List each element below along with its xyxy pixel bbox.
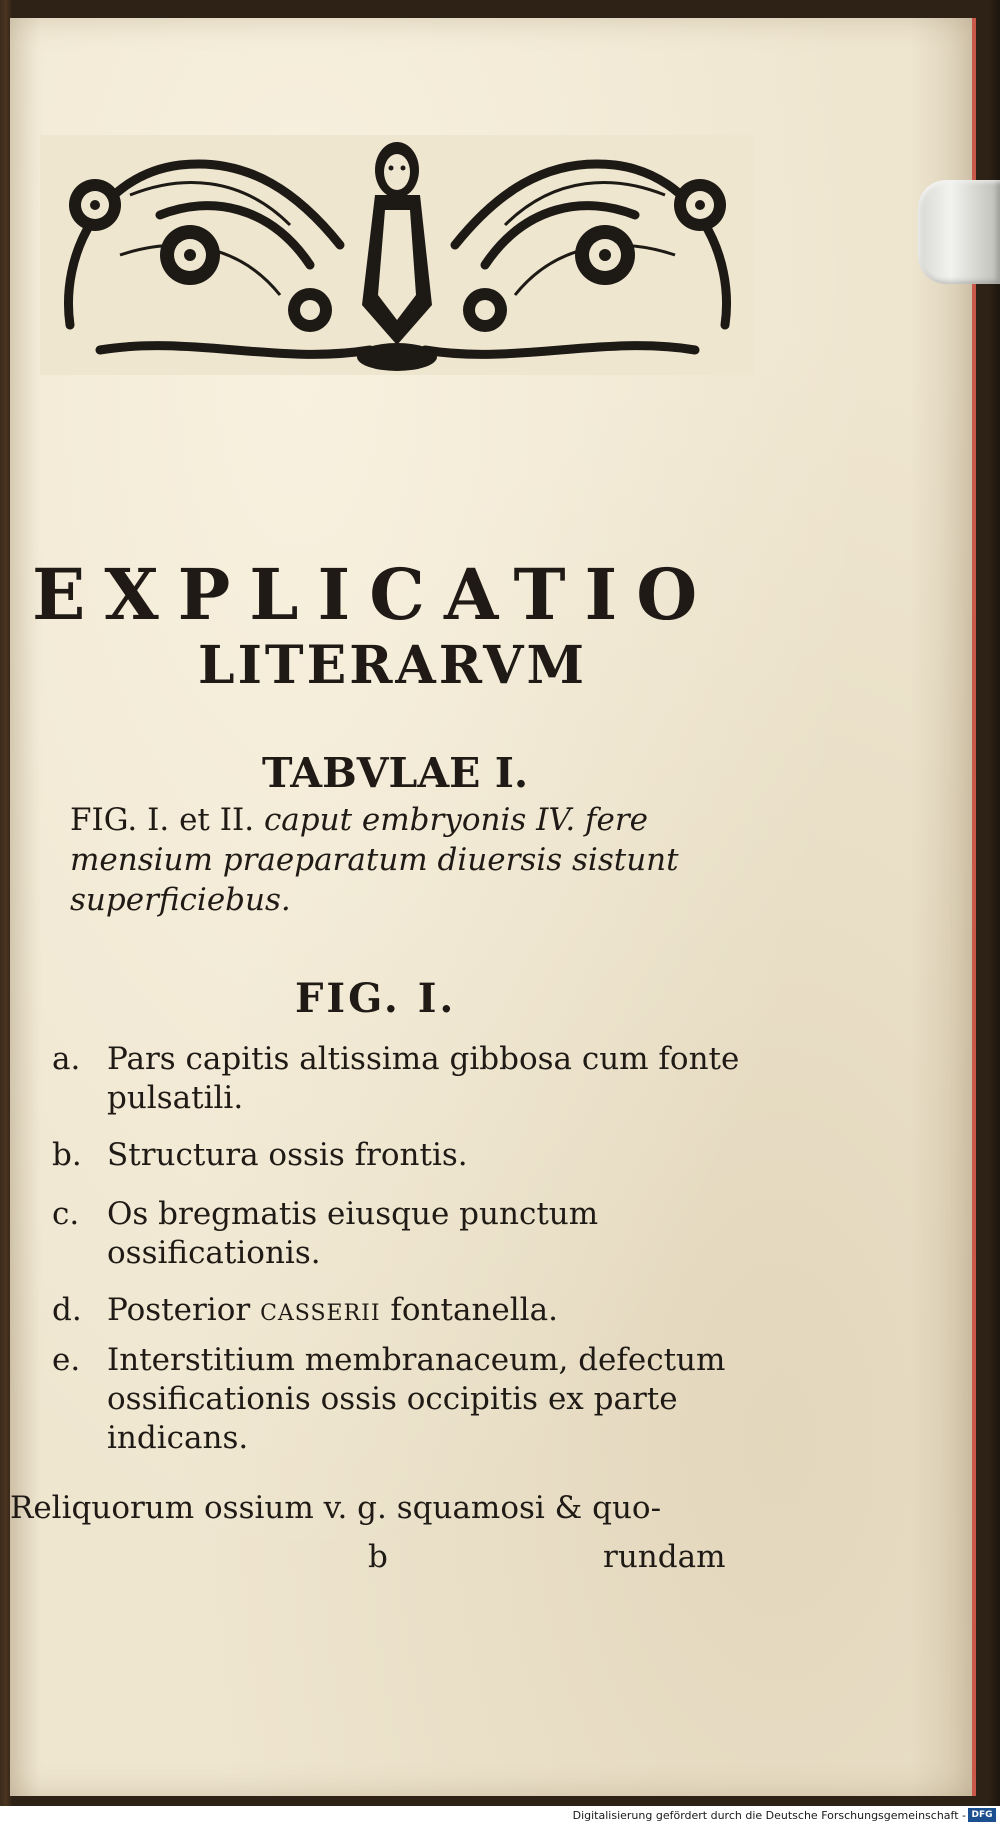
woodcut-headpiece-icon <box>40 135 755 375</box>
legend-text: Interstitium membranaceum, defectum ossificationis ossis occipitis ex parte indicans. <box>107 1342 726 1456</box>
figure-heading: FIG. I. <box>295 975 457 1022</box>
intro-text: caput embryonis IV. fere mensium praeparatum diuersis sistunt superficiebus. <box>70 802 679 918</box>
legend-letter: a. <box>52 1041 81 1077</box>
section-heading: TABVLAE I. <box>262 749 529 797</box>
signature-mark: b <box>368 1539 388 1575</box>
legend-item-a <box>52 1040 752 1118</box>
legend-text: Os bregmatis eiusque punctum ossificationis. <box>107 1196 599 1271</box>
legend-letter: d. <box>52 1292 82 1328</box>
legend-letter: b. <box>52 1137 82 1173</box>
intro-label: FIG. I. et II. <box>70 802 255 838</box>
legend-item-c <box>52 1195 752 1273</box>
author-name: casserii <box>260 1292 381 1328</box>
legend-letter: c. <box>52 1196 80 1232</box>
page-subtitle: LITERARVM <box>198 635 588 696</box>
legend-item-d <box>52 1291 752 1330</box>
legend-text-after: fontanella. <box>390 1292 558 1328</box>
dfg-logo-icon: DFG <box>968 1808 996 1822</box>
page-title: EXPLICATIO <box>32 553 717 636</box>
clip-icon <box>918 180 1000 284</box>
legend-item-e <box>52 1341 752 1458</box>
intro-paragraph <box>70 800 750 920</box>
legend-item-b <box>52 1136 752 1175</box>
legend-text: Structura ossis frontis. <box>107 1137 468 1173</box>
catchword: rundam <box>603 1539 726 1575</box>
legend-text-before: Posterior <box>107 1292 251 1328</box>
page-edge <box>972 18 976 1796</box>
legend-text: Pars capitis altissima gibbosa cum fonte pulsatili. <box>107 1041 740 1116</box>
legend-text <box>107 1291 752 1330</box>
legend-letter: e. <box>52 1342 81 1378</box>
digitization-credit: Digitalisierung gefördert durch die Deutsche Forschungsgemeinschaft - <box>572 1809 966 1822</box>
continuation-line: Reliquorum ossium v. g. squamosi & quo- <box>10 1490 662 1526</box>
